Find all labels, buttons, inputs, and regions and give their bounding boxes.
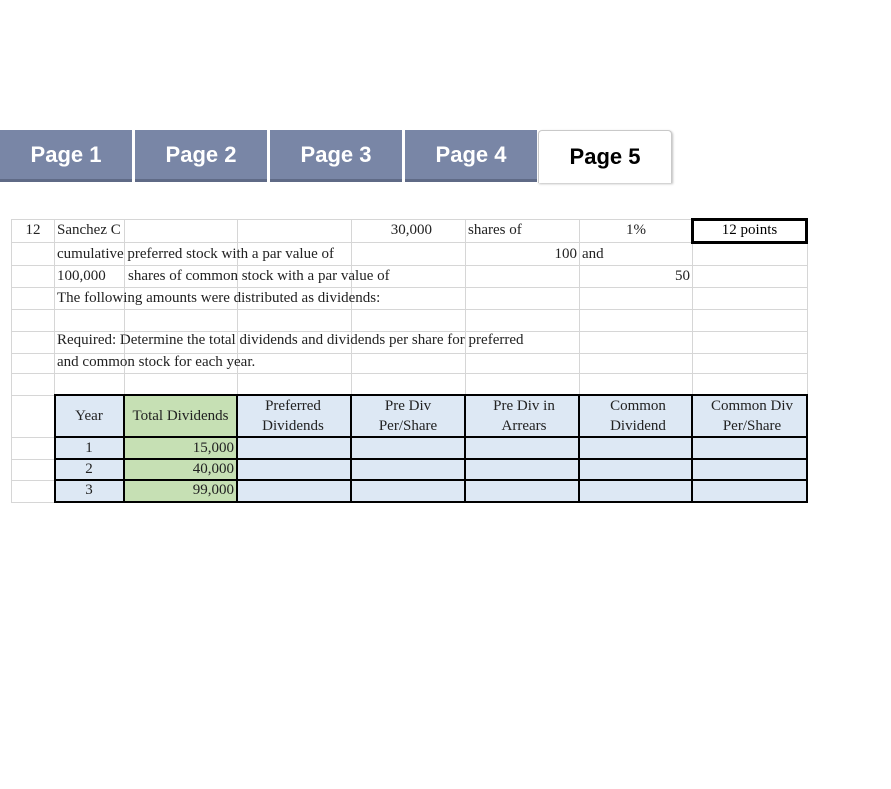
- pre-div-per-share-input[interactable]: [351, 459, 465, 480]
- table-border-line: [464, 394, 466, 503]
- page-tabs: [0, 130, 891, 184]
- row-total-dividends: 40,000: [192, 461, 234, 477]
- line4-text: The following amounts were distributed as dividends:: [57, 290, 381, 306]
- shares-of-label: shares of: [468, 222, 522, 238]
- row-total-dividends: 99,000: [192, 482, 234, 498]
- header-year: Year: [75, 407, 103, 424]
- company-name: Sanchez C: [57, 222, 121, 238]
- pre-div-arrears-input[interactable]: [465, 437, 579, 459]
- tab-page-3[interactable]: Page 3: [270, 130, 402, 182]
- table-border-line: [54, 479, 808, 481]
- common-dividend-input[interactable]: [579, 480, 692, 502]
- row-total-dividends: 15,000: [192, 440, 234, 456]
- preferred-dividends-input[interactable]: [237, 437, 351, 459]
- table-border-line: [54, 394, 56, 503]
- common-par: 50: [675, 268, 690, 284]
- table-border-line: [54, 394, 808, 396]
- preferred-dividends-input[interactable]: [237, 459, 351, 480]
- header-preferred-dividends: Preferred Dividends: [262, 397, 324, 434]
- dividend-rate: 1%: [626, 222, 646, 238]
- table-border-line: [350, 394, 352, 503]
- required-line2: and common stock for each year.: [57, 354, 256, 370]
- and-label: and: [582, 246, 604, 262]
- common-div-per-share-input[interactable]: [692, 437, 807, 459]
- common-dividend-input[interactable]: [579, 459, 692, 480]
- table-border-line: [54, 458, 808, 460]
- tab-page-4[interactable]: Page 4: [405, 130, 537, 182]
- row-year: 1: [85, 440, 93, 456]
- header-common-div-per-share: Common Div Per/Share: [710, 397, 794, 434]
- grid-row-line: [11, 242, 808, 243]
- common-div-per-share-input[interactable]: [692, 480, 807, 502]
- tab-page-1[interactable]: Page 1: [0, 130, 132, 182]
- common-dividend-input[interactable]: [579, 437, 692, 459]
- points-box: 12 points: [691, 218, 808, 244]
- table-border-line: [578, 394, 580, 503]
- pre-div-per-share-input[interactable]: [351, 437, 465, 459]
- row-year: 3: [85, 482, 93, 498]
- problem-number: 12: [25, 222, 41, 238]
- table-border-line: [806, 394, 808, 503]
- common-shares: 100,000: [57, 268, 106, 284]
- table-border-line: [123, 394, 125, 503]
- grid-row-line: [11, 309, 808, 310]
- header-common-dividend: Common Dividend: [610, 397, 666, 434]
- pre-div-per-share-input[interactable]: [351, 480, 465, 502]
- pre-div-arrears-input[interactable]: [465, 459, 579, 480]
- grid-row-line: [11, 373, 808, 374]
- tab-page-2[interactable]: Page 2: [135, 130, 267, 182]
- preferred-shares: 30,000: [390, 222, 432, 238]
- table-border-line: [54, 501, 808, 503]
- line2-text: cumulative preferred stock with a par value of: [57, 246, 334, 262]
- table-border-line: [691, 394, 693, 503]
- header-pre-div-per-share: Pre Div Per/Share: [378, 397, 438, 434]
- row-year: 2: [85, 461, 93, 477]
- pre-div-arrears-input[interactable]: [465, 480, 579, 502]
- preferred-par: 100: [554, 246, 577, 262]
- common-div-per-share-input[interactable]: [692, 459, 807, 480]
- table-border-line: [236, 394, 238, 503]
- header-pre-div-arrears: Pre Div in Arrears: [493, 397, 555, 434]
- line3-text: shares of common stock with a par value of: [128, 268, 390, 284]
- header-total-dividends: Total Dividends: [132, 407, 229, 424]
- preferred-dividends-input[interactable]: [237, 480, 351, 502]
- tab-page-5[interactable]: Page 5: [538, 130, 672, 183]
- required-line1: Required: Determine the total dividends and dividends per share for preferred: [57, 332, 524, 348]
- table-border-line: [54, 436, 808, 438]
